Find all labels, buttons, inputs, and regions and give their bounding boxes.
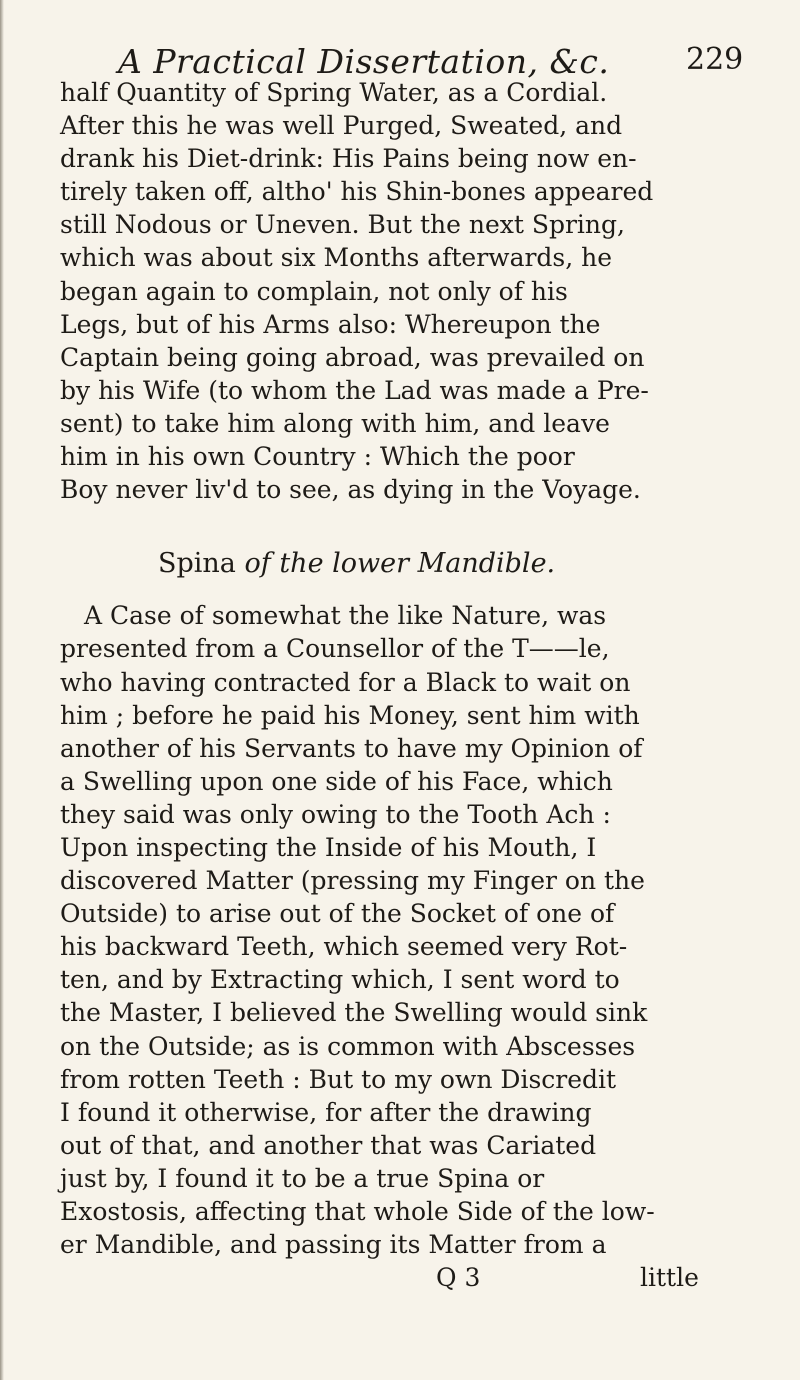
- spacer: [60, 589, 750, 599]
- section-heading: [60, 539, 750, 589]
- text-line: Boy never liv'd to see, as dying in the Voyage.: [60, 475, 641, 505]
- text-line: A Case of somewhat the like Nature, was: [84, 601, 607, 631]
- text-line: him in his own Country : Which the poor: [60, 442, 575, 472]
- text-line: on the Outside; as is common with Abscesses: [60, 1031, 636, 1061]
- text-line: presented from a Counsellor of the T——le,: [60, 634, 610, 664]
- text-line: After this he was well Purged, Sweated, and: [60, 111, 623, 141]
- text-line: discovered Matter (pressing my Finger on the: [60, 866, 645, 896]
- text-line: from rotten Teeth : But to my own Discredit: [60, 1064, 617, 1094]
- text-line: they said was only owing to the Tooth Ach :: [60, 799, 611, 829]
- text-line: him ; before he paid his Money, sent him with: [60, 700, 640, 730]
- paragraph: [60, 599, 750, 1261]
- body-text: [60, 76, 750, 1294]
- text-line: tirely taken off, altho' his Shin-bones appeared: [60, 177, 654, 207]
- text-line: drank his Diet-drink: His Pains being now en-: [60, 144, 637, 174]
- text-line: Exostosis, affecting that whole Side of the low-: [60, 1197, 655, 1226]
- section-heading-italic: of the lower Mandible.: [244, 548, 556, 580]
- text-line: er Mandible, and passing its Matter from a: [60, 1230, 607, 1260]
- running-title: A Practical Dissertation, &c.: [118, 42, 610, 81]
- page-edge-shadow: [0, 0, 4, 1380]
- text-line: Legs, but of his Arms also: Whereupon the: [60, 309, 601, 339]
- text-line: by his Wife (to whom the Lad was made a Pre-: [60, 375, 649, 405]
- paragraph: [60, 76, 750, 506]
- text-line: Upon inspecting the Inside of his Mouth, I: [60, 832, 597, 862]
- text-line: just by, I found it to be a true Spina or: [60, 1163, 545, 1193]
- text-line: which was about six Months afterwards, he: [60, 243, 613, 273]
- spacer: [60, 506, 750, 539]
- text-line: sent) to take him along with him, and leave: [60, 408, 610, 438]
- signature-mark: Q 3: [436, 1263, 481, 1293]
- catchword: little: [640, 1263, 699, 1293]
- text-line: Outside) to arise out of the Socket of one of: [60, 899, 615, 929]
- text-line: Captain being going abroad, was prevailed on: [60, 342, 645, 372]
- text-line: ten, and by Extracting which, I sent word to: [60, 965, 620, 995]
- text-line: his backward Teeth, which seemed very Rot-: [60, 932, 628, 962]
- section-heading-roman: Spina: [158, 548, 236, 580]
- text-line: another of his Servants to have my Opinion of: [60, 733, 643, 763]
- page-number: 229: [686, 42, 744, 77]
- text-line: I found it otherwise, for after the drawing: [60, 1097, 592, 1127]
- text-line: half Quantity of Spring Water, as a Cordial.: [60, 78, 608, 107]
- text-line: out of that, and another that was Cariated: [60, 1130, 597, 1160]
- text-line: who having contracted for a Black to wait on: [60, 667, 631, 697]
- page-footer: [60, 1261, 750, 1294]
- text-line: the Master, I believed the Swelling would sink: [60, 998, 648, 1028]
- text-line: still Nodous or Uneven. But the next Spring,: [60, 210, 625, 240]
- text-line: began again to complain, not only of his: [60, 276, 568, 306]
- text-line: a Swelling upon one side of his Face, which: [60, 766, 613, 796]
